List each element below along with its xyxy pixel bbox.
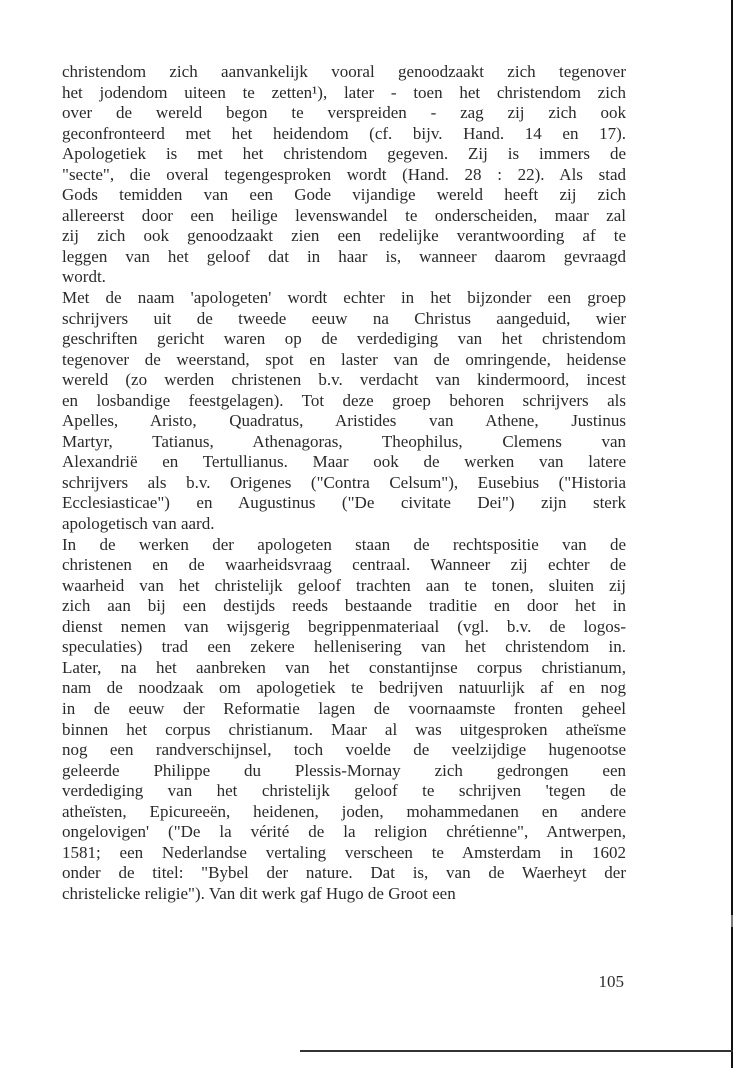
- text-line: nog een randverschijnsel, toch voelde de veelzijdige hugenootse: [62, 740, 626, 760]
- text-line: ongelovigen' ("De la vérité de la religion chrétienne", Antwerpen,: [62, 822, 626, 842]
- text-line: tegenover de weerstand, spot en laster van de omringende, heidense: [62, 349, 626, 369]
- body-text: [62, 62, 626, 904]
- text-line: en losbandige feestgelagen). Tot deze groep behoren schrijvers als: [62, 390, 626, 410]
- text-line: verdediging van het christelijk geloof te schrijven 'tegen de: [62, 781, 626, 801]
- margin-speck: [731, 915, 733, 927]
- text-line: onder de titel: "Bybel der nature. Dat is, van de Waerheyt der: [62, 863, 626, 883]
- text-line: christelicke religie"). Van dit werk gaf Hugo de Groot een: [62, 883, 456, 903]
- text-line: wordt.: [62, 267, 106, 287]
- text-line: Alexandrië en Tertullianus. Maar ook de werken van latere: [62, 452, 626, 472]
- text-line: leggen van het geloof dat in haar is, wanneer daarom gevraagd: [62, 246, 626, 266]
- text-line: Met de naam 'apologeten' wordt echter in het bijzonder een groep: [62, 288, 626, 308]
- text-line: Gods temidden van een Gode vijandige wereld heeft zij zich: [62, 185, 626, 205]
- paragraph-3: [62, 535, 626, 905]
- text-line: dienst nemen van wijsgerig begrippenmateriaal (vgl. b.v. de logos-: [62, 616, 626, 636]
- text-line: 1581; een Nederlandse vertaling verscheen te Amsterdam in 1602: [62, 842, 626, 862]
- text-line: "secte", die overal tegengesproken wordt (Hand. 28 : 22). Als stad: [62, 164, 626, 184]
- text-line: wereld (zo werden christenen b.v. verdacht van kindermoord, incest: [62, 370, 626, 390]
- text-line: nam de noodzaak om apologetiek te bedrijven natuurlijk af en nog: [62, 678, 626, 698]
- page-number: 105: [598, 972, 624, 991]
- text-line: Apelles, Aristo, Quadratus, Aristides van Athene, Justinus: [62, 411, 626, 431]
- text-line: geconfronteerd met het heidendom (cf. bijv. Hand. 14 en 17).: [62, 123, 626, 143]
- scan-right-edge-rule: [731, 0, 733, 1068]
- paragraph-1: [62, 62, 626, 288]
- text-line: zij zich ook genoodzaakt zien een redelijke verantwoording af te: [62, 226, 626, 246]
- text-line: Ecclesiasticae") en Augustinus ("De civitate Dei") zijn sterk: [62, 493, 626, 513]
- text-line: binnen het corpus christianum. Maar al was uitgesproken atheïsme: [62, 719, 626, 739]
- text-line: Later, na het aanbreken van het constantijnse corpus christianum,: [62, 657, 626, 677]
- text-line: atheïsten, Epicureeën, heidenen, joden, mohammedanen en andere: [62, 801, 626, 821]
- text-line: het jodendom uiteen te zetten¹), later - toen het christendom zich: [62, 82, 626, 102]
- text-line: christendom zich aanvankelijk vooral genoodzaakt zich tegenover: [62, 62, 626, 81]
- text-line: in de eeuw der Reformatie lagen de voornaamste fronten geheel: [62, 698, 626, 718]
- text-line: zich aan bij een destijds reeds bestaande traditie en door het in: [62, 596, 626, 616]
- text-line: schrijvers uit de tweede eeuw na Christus aangeduid, wier: [62, 308, 626, 328]
- text-line: apologetisch van aard.: [62, 514, 215, 534]
- scan-bottom-rule: [300, 1050, 733, 1052]
- text-line: schrijvers als b.v. Origenes ("Contra Celsum"), Eusebius ("Historia: [62, 472, 626, 492]
- text-line: christenen en de waarheidsvraag centraal. Wanneer zij echter de: [62, 555, 626, 575]
- text-line: Martyr, Tatianus, Athenagoras, Theophilus, Clemens van: [62, 431, 626, 451]
- text-line: allereerst door een heilige levenswandel te onderscheiden, maar zal: [62, 205, 626, 225]
- paragraph-2: [62, 288, 626, 535]
- text-line: waarheid van het christelijk geloof trachten aan te tonen, sluiten zij: [62, 575, 626, 595]
- text-line: over de wereld begon te verspreiden - zag zij zich ook: [62, 103, 626, 123]
- text-line: geleerde Philippe du Plessis-Mornay zich gedrongen een: [62, 760, 626, 780]
- text-line: Apologetiek is met het christendom gegeven. Zij is immers de: [62, 144, 626, 164]
- text-line: In de werken der apologeten staan de rechtspositie van de: [62, 534, 626, 554]
- text-line: geschriften gericht waren op de verdediging van het christendom: [62, 329, 626, 349]
- text-line: speculaties) trad een zekere hellenisering van het christendom in.: [62, 637, 626, 657]
